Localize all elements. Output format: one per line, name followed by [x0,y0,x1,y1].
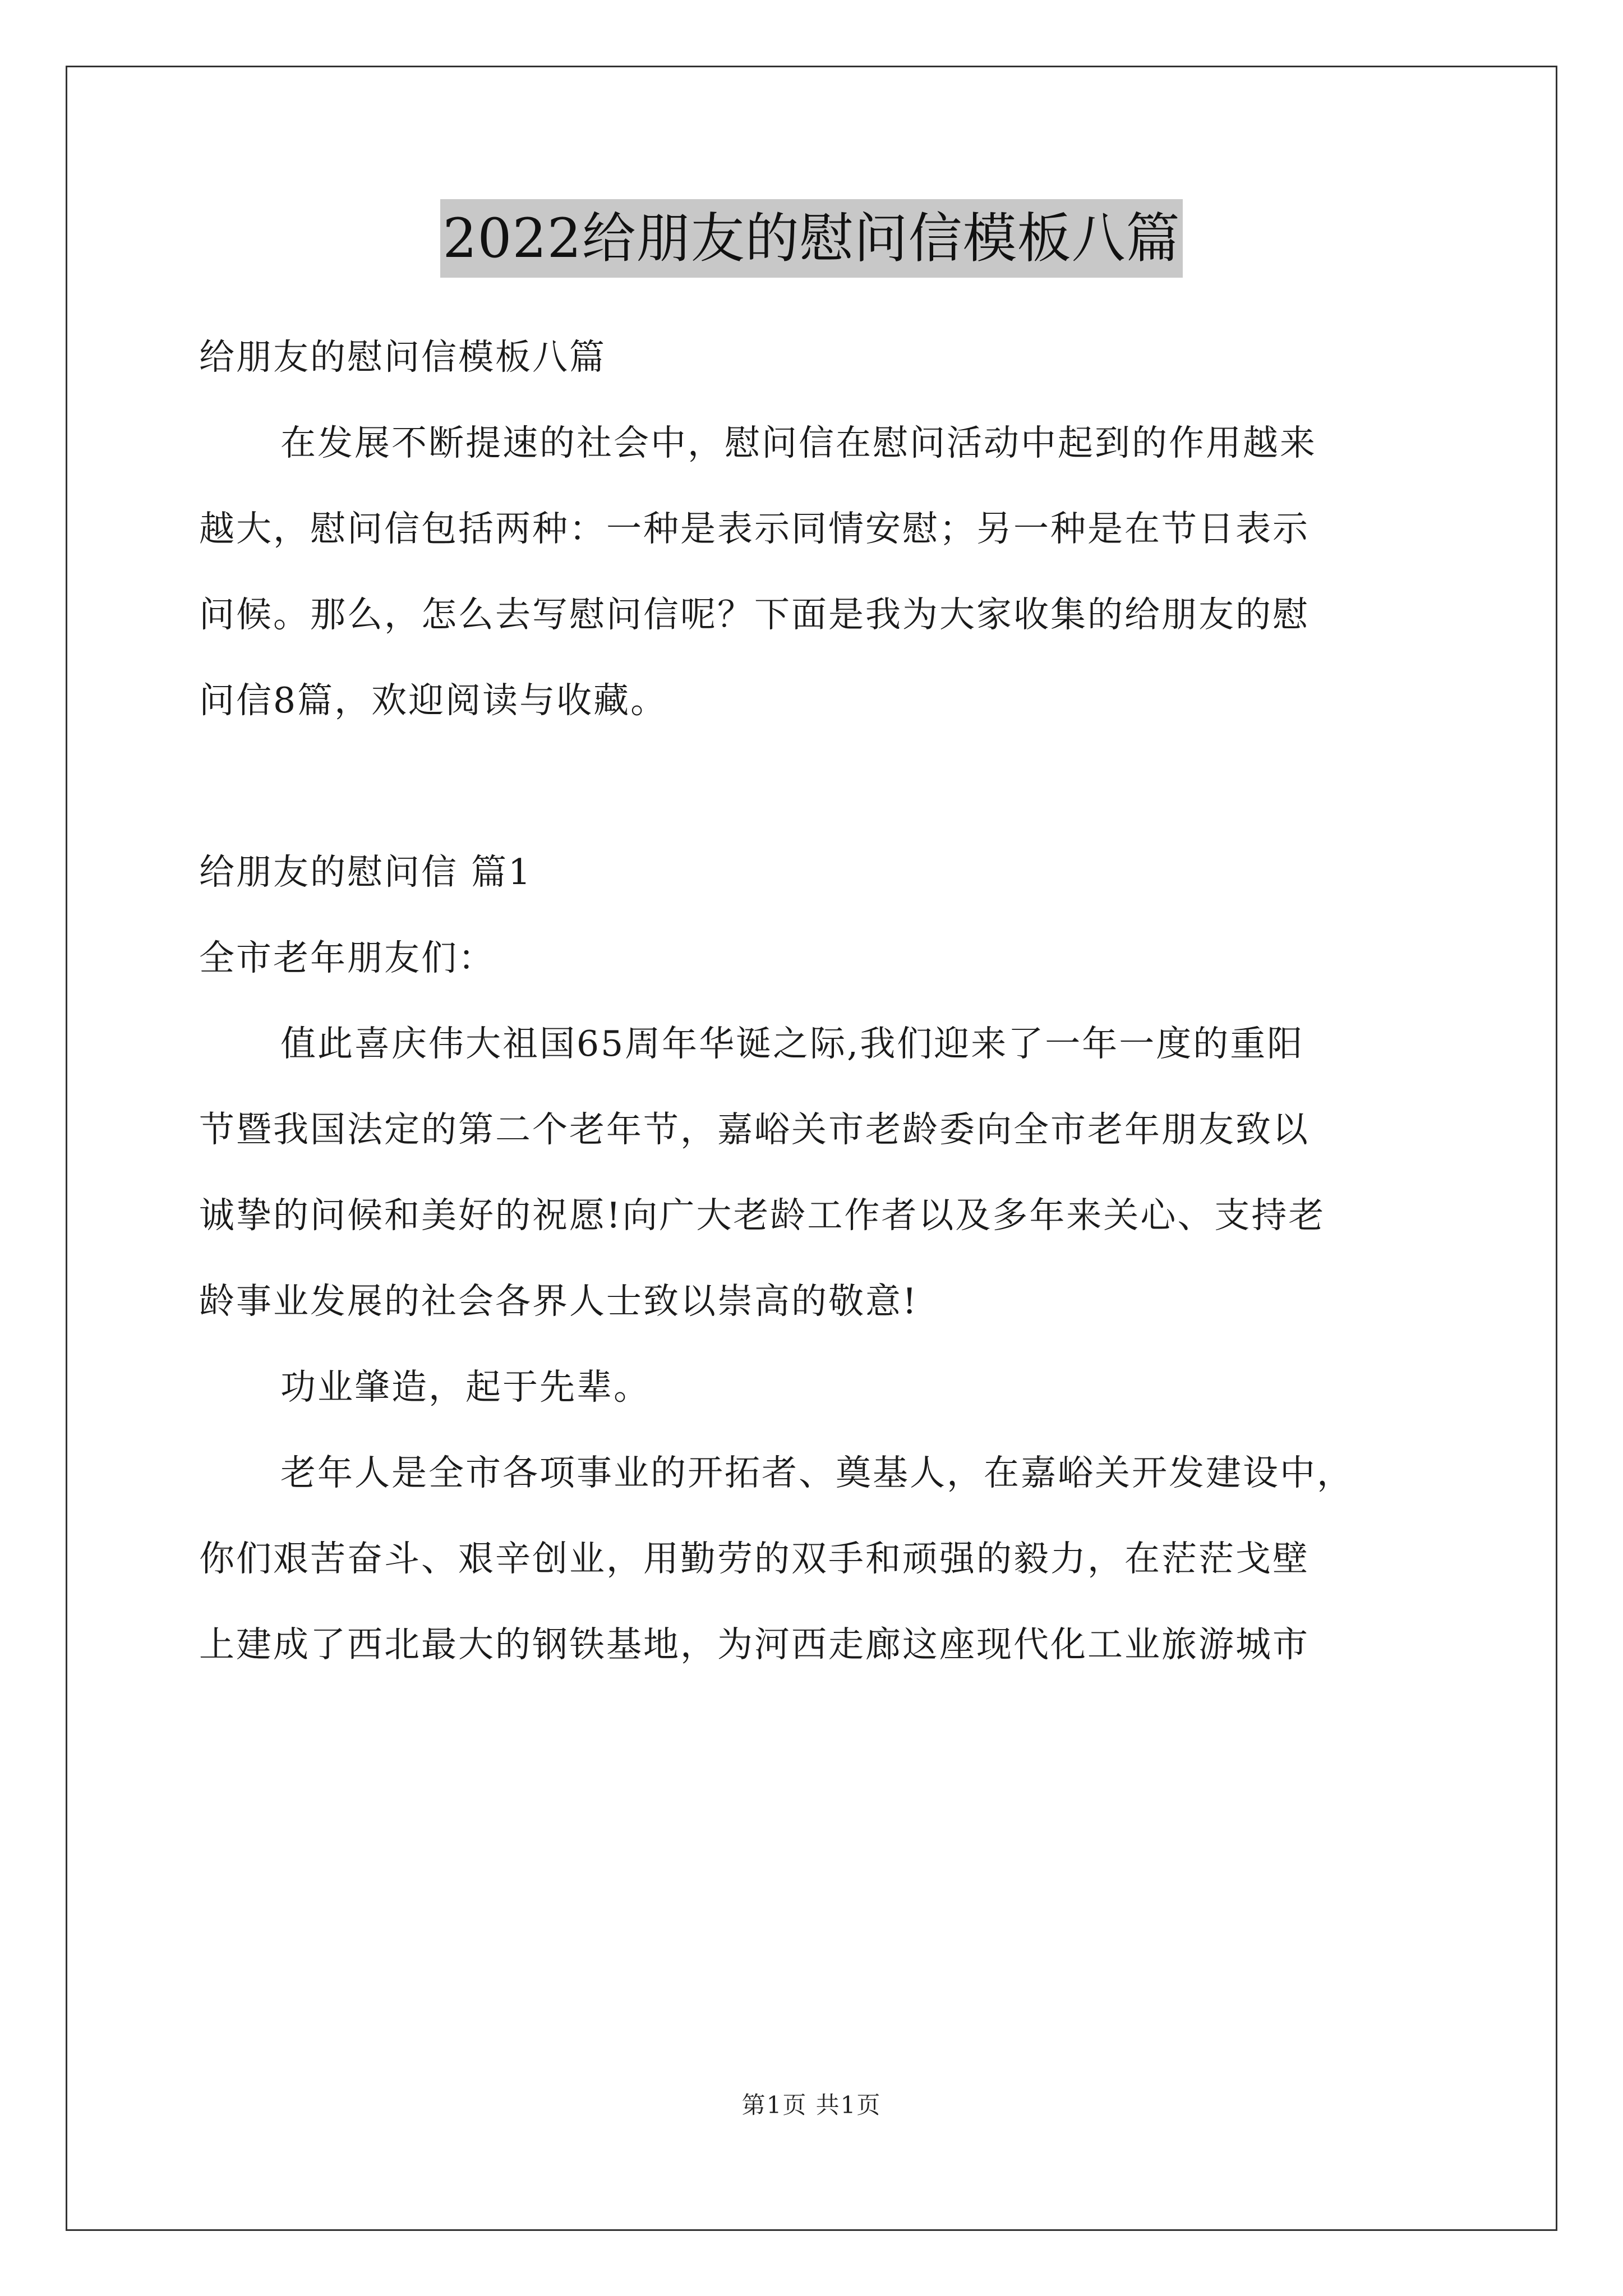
paragraph-line: 诚挚的问候和美好的祝愿!向广大老龄工作者以及多年来关心、支持老 [199,1195,1326,1236]
subtitle: 给朋友的慰问信模板八篇 [199,337,606,378]
paragraph-line: 问候。那么，怎么去写慰问信呢？下面是我为大家收集的给朋友的慰 [199,594,1310,635]
paragraph-line: 龄事业发展的社会各界人士致以崇高的敬意! [199,1281,919,1322]
paragraph-line: 你们艰苦奋斗、艰辛创业，用勤劳的双手和顽强的毅力，在茫茫戈壁 [199,1538,1310,1579]
page-footer: 第1页 共1页 [741,2091,882,2119]
paragraph-line: 上建成了西北最大的钢铁基地，为河西走廊这座现代化工业旅游城市 [199,1624,1310,1665]
paragraph-line: 节暨我国法定的第二个老年节，嘉峪关市老龄委向全市老年朋友致以 [199,1109,1310,1150]
paragraph-line: 功业肇造，起于先辈。 [280,1366,651,1407]
paragraph-line: 老年人是全市各项事业的开拓者、奠基人，在嘉峪关开发建设中， [280,1452,1354,1493]
title-container [0,199,1623,278]
section-heading: 给朋友的慰问信 篇1 [199,852,533,892]
document-body [199,314,1427,1687]
paragraph-line: 在发展不断提速的社会中，慰问信在慰问活动中起到的作用越来 [280,422,1317,463]
paragraph-line: 问信8篇，欢迎阅读与收藏。 [199,680,668,721]
blank-line [199,743,1427,829]
paragraph-line: 值此喜庆伟大祖国65周年华诞之际,我们迎来了一年一度的重阳 [280,1023,1304,1064]
paragraph-line: 越大，慰问信包括两种：一种是表示同情安慰；另一种是在节日表示 [199,508,1310,549]
document-title: 2022给朋友的慰问信模板八篇 [440,199,1182,278]
salutation: 全市老年朋友们： [199,937,495,978]
